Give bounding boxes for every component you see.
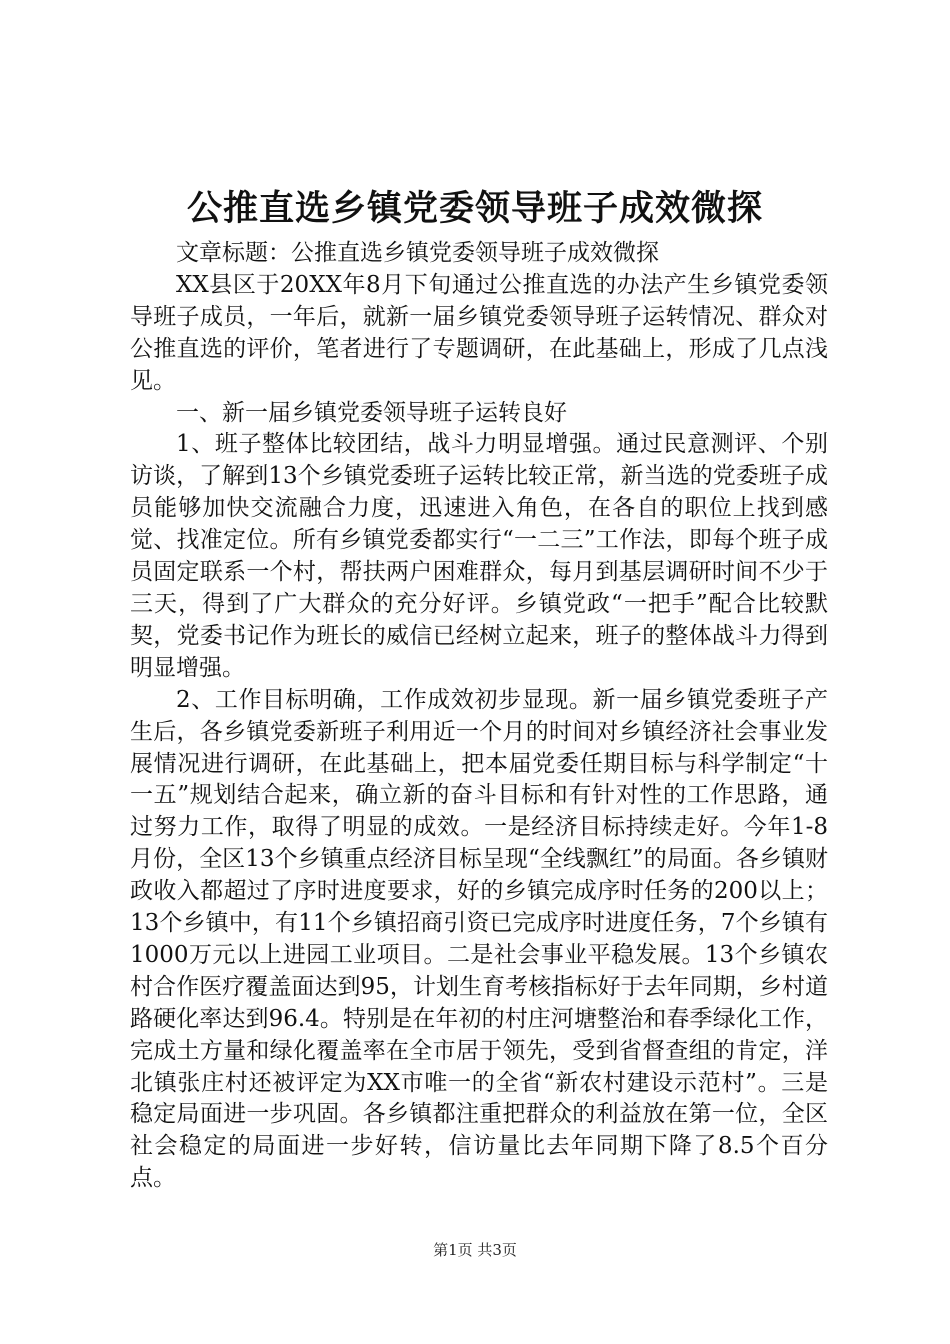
document-title: 公推直选乡镇党委领导班子成效微探	[186, 188, 763, 229]
intro-paragraph: XX县区于20XX年8月下旬通过公推直选的办法产生乡镇党委领导班子成员，一年后，就新一届乡镇党委领导班子运转情况、群众对公推直选的评价，笔者进行了专题调研，在此基础上，形成了几点浅见。	[130, 271, 828, 394]
section-heading: 一、新一届乡镇党委领导班子运转良好	[176, 399, 567, 426]
page-number: 第1页 共3页	[433, 1241, 517, 1259]
body-paragraph: 2、工作目标明确，工作成效初步显现。新一届乡镇党委班子产生后，各乡镇党委新班子利用近一个月的时间对乡镇经济社会事业发展情况进行调研，在此基础上，把本届党委任期目标与科学制定“十一五”规划结合起来，确立新的奋斗目标和有针对性的工作思路，通过努力工作，取得了明显的成效。一是经济目标持续走好。今年1-8月份，全区13个乡镇重点经济目标呈现“全线飘红”的局面。各乡镇财政收入都超过了序时进度要求，好的乡镇完成序时任务的200以上；13个乡镇中，有11个乡镇招商引资已完成序时进度任务，7个乡镇有1000万元以上进园工业项目。二是社会事业平稳发展。13个乡镇农村合作医疗覆盖面达到95，计划生育考核指标好于去年同期，乡村道路硬化率达到96.4。特别是在年初的村庄河塘整治和春季绿化工作，完成土方量和绿化覆盖率在全市居于领先，受到省督查组的肯定，洋北镇张庄村还被评定为XX市唯一的全省“新农村建设示范村”。三是稳定局面进一步巩固。各乡镇都注重把群众的利益放在第一位，全区社会稳定的局面进一步好转，信访量比去年同期下降了8.5个百分点。	[130, 686, 828, 1192]
body-paragraph: 1、班子整体比较团结，战斗力明显增强。通过民意测评、个别访谈，了解到13个乡镇党委班子运转比较正常，新当选的党委班子成员能够加快交流融合力度，迅速进入角色，在各自的职位上找到感觉、找准定位。所有乡镇党委都实行“一二三”工作法，即每个班子成员固定联系一个村，帮扶两户困难群众，每月到基层调研时间不少于三天，得到了广大群众的充分好评。乡镇党政“一把手”配合比较默契，党委书记作为班长的威信已经树立起来，班子的整体战斗力得到明显增强。	[130, 431, 828, 681]
document-body	[130, 238, 828, 1195]
article-title-line: 文章标题：公推直选乡镇党委领导班子成效微探	[176, 240, 659, 266]
